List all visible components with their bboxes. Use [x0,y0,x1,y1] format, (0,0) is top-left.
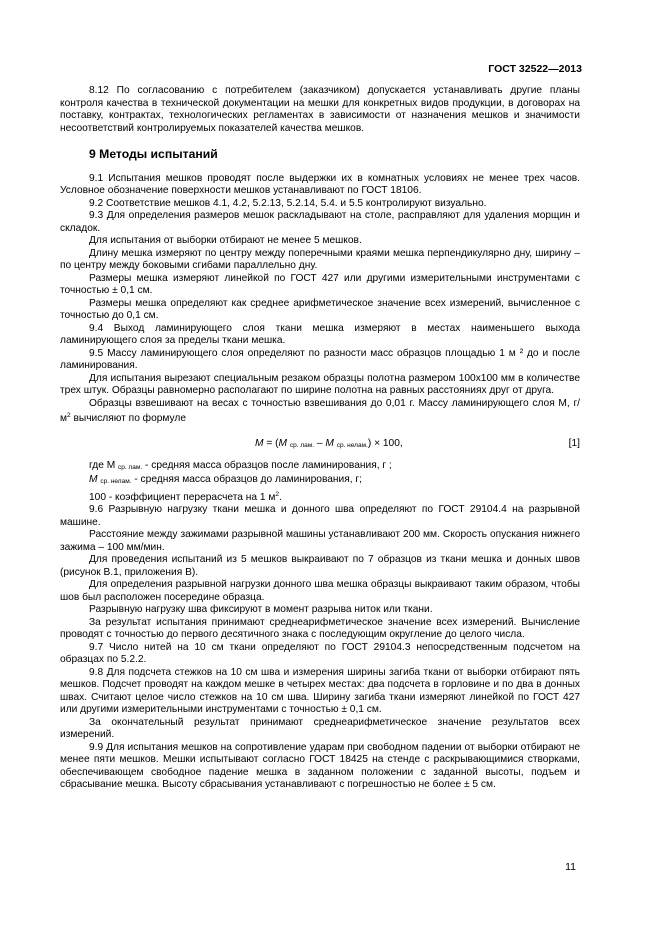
legend-1-sub: ср. лам. [118,463,143,471]
formula-1 [60,432,580,460]
paragraph-9-4: 9.4 Выход ламинирующего слоя ткани мешка измеряют в местах наименьшего выхода ламинирующего слоя за пределы ткани мешка. [60,322,580,346]
weigh-text-a: Образцы взвешивают на весах с точностью взвешивания до 0,01 г. Массу ламинирующего слоя М, г/ м [60,397,580,424]
paragraph-9-6-samples: Для проведения испытаний из 5 мешков выкраивают по 7 образцов из ткани мешка и донных швов (рисунок В.1, приложения В). [60,554,580,578]
paragraph-9-3-length: Длину мешка измеряют по центру между поперечными краями мешка перпендикулярно дну, ширину – по центру между боковыми сгибами параллельно дну. [60,247,580,271]
formula-minus: – [314,437,326,449]
paragraph-9-6-result: За результат испытания принимают среднеарифметическое значение всех измерений. Вычисление проводят с точностью до первого десятичного знака с последующим округление до целого числа. [60,616,580,640]
formula-lhs: M [255,437,264,449]
paragraph-9-6-seam: Для определения разрывной нагрузки донного шва мешка образцы выкраивают таким образом, чтобы шов был расположен посередине образца. [60,579,580,603]
formula-legend [60,460,580,505]
legend-2-m: М [89,474,98,485]
paragraph-9-2: 9.2 Соответствие мешков 4.1, 4.2, 5.2.13, 5.2.14, 5.4. и 5.5 контролируют визуально. [89,197,487,209]
formula-number: [1] [568,437,580,449]
formula-m1: M [278,437,288,449]
paragraph-9-8-result: За окончательный результат принимают среднеарифметическое значение результатов всех измерений. [60,716,580,740]
formula-sub2: ср. нелам. [336,441,368,449]
legend-1-a: где М [89,459,116,471]
legend-3-sup: 2 [275,490,280,498]
paragraph-9-9: 9.9 Для испытания мешков на сопротивление ударам при свободном падении от выборки отбирают не менее пяти мешков. Мешки испытывают согласно ГОСТ 18425 на стенде с раскрывающимися створками, обеспечивающем свободное падение мешка в заданном положении с заданной высоты, подъем и сбрасывание мешка. Высоту сбрасывания устанавливают с погрешностью не более ± 5 см. [60,741,580,790]
legend-line-1 [89,460,580,475]
paragraph-9-5-weigh [60,398,580,426]
legend-2-sub: ср. нелам. [100,478,132,485]
paragraph-9-1: 9.1 Испытания мешков проводят после выдержки их в комнатных условиях не менее трех часов. Условное обозначение поверхности мешков устанавливают по ГОСТ 18106. [60,172,580,196]
paragraph-8-12: 8.12 По согласованию с потребителем (заказчиком) допускается устанавливать другие планы контроля качества в технической документации на мешки для конкретных видов продукции, в договорах на поставку, контрактах, технологических регламентах в зависимости от назначения мешков и значимости несоответствий контролируемых показателей качества мешков. [60,85,580,134]
paragraph-9-6: 9.6 Разрывную нагрузку ткани мешка и донного шва определяют по ГОСТ 29104.4 на разрывной машине. [60,504,580,528]
paragraph-9-3-mean: Размеры мешка определяют как среднее арифметическое значение всех измерений, вычисленное с точностью до 0,1 см. [60,297,580,321]
formula-tail: ) × 100, [367,437,403,449]
page-content [60,85,580,792]
page-number: 11 [565,861,576,873]
paragraph-9-6-clamps: Расстояние между зажимами разрывной машины устанавливают 200 мм. Скорость опускания нижнего зажима – 100 мм/мин. [60,529,580,553]
paragraph-9-5: 9.5 Массу ламинирующего слоя определяют по разности масс образцов площадью 1 м ² до и после ламинирования. [60,347,580,371]
legend-2-b: - средняя масса образцов до ламинирования, г; [131,474,362,485]
formula-expression [255,438,403,453]
formula-m2: M [325,437,334,449]
legend-1-b: - средняя масса образцов после ламинирования, г ; [142,459,392,471]
paragraph-9-5-samples: Для испытания вырезают специальным резаком образцы полотна размером 100х100 мм в количестве трех штук. Образцы равномерно располагают по ширине полотна на равных расстояниях друг от друга. [60,372,580,396]
weigh-sup: 2 [67,412,71,419]
paragraph-9-3-sample: Для испытания от выборки отбирают не менее 5 мешков. [89,235,362,246]
legend-line-2 [89,474,580,489]
section-9-title: 9 Методы испытаний [89,147,218,161]
legend-line-3 [89,489,580,505]
legend-3-a: 100 - коэффициент перерасчета на 1 м [89,491,276,503]
legend-3-b: . [279,491,282,503]
paragraph-9-6-fix: Разрывную нагрузку шва фиксируют в момент разрыва ниток или ткани. [89,604,433,615]
paragraph-9-3: 9.3 Для определения размеров мешок раскладывают на столе, расправляют для удаления морщин и складок. [60,210,580,234]
paragraph-9-8: 9.8 Для подсчета стежков на 10 см шва и измерения ширины загиба ткани от выборки отбирают пять мешков. Подсчет проводят на каждом мешке в четырех местах: два подсчета в горловине и по два в донных швах. Считают целое число стежков на 10 см шва. Ширину загиба ткани измеряют линейкой по ГОСТ 427 или другими измерительными инструментами с точностью ± 0,1 см. [60,666,580,715]
formula-sub1: ср. лам. [289,441,315,449]
paragraph-9-3-ruler: Размеры мешка измеряют линейкой по ГОСТ 427 или другими измерительными инструментами с точностью ± 0,1 см. [60,272,580,296]
paragraph-9-7: 9.7 Число нитей на 10 см ткани определяют по ГОСТ 29104.3 непосредственным подсчетом на образцах по 5.2.2. [60,641,580,665]
weigh-text-b: вычисляют по формуле [70,413,186,424]
standard-header: ГОСТ 32522—2013 [488,63,582,75]
formula-eq: = ( [263,437,279,449]
